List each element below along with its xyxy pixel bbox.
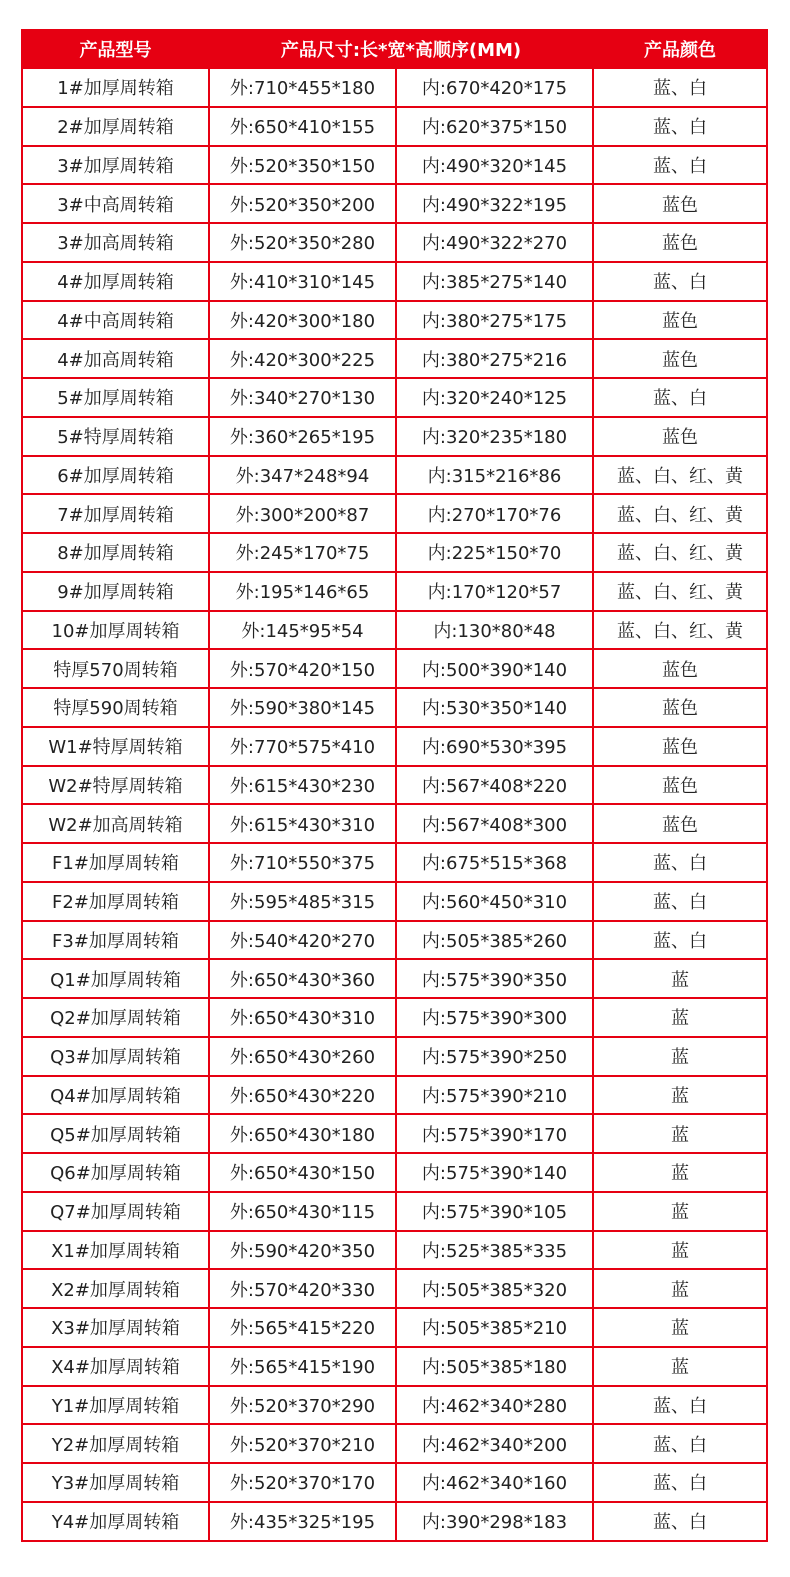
table-row xyxy=(22,688,767,727)
cell-color: 蓝 xyxy=(593,1153,767,1192)
table-row xyxy=(22,843,767,882)
cell-color: 蓝、白 xyxy=(593,1386,767,1425)
cell-outer-size: 外:710*550*375 xyxy=(209,843,396,882)
cell-model: Q4#加厚周转箱 xyxy=(22,1076,209,1115)
cell-model: 7#加厚周转箱 xyxy=(22,494,209,533)
cell-outer-size: 外:770*575*410 xyxy=(209,727,396,766)
cell-outer-size: 外:195*146*65 xyxy=(209,572,396,611)
cell-outer-size: 外:650*430*310 xyxy=(209,998,396,1037)
cell-model: Q5#加厚周转箱 xyxy=(22,1114,209,1153)
cell-inner-size: 内:560*450*310 xyxy=(396,882,593,921)
cell-model: 8#加厚周转箱 xyxy=(22,533,209,572)
cell-model: W1#特厚周转箱 xyxy=(22,727,209,766)
cell-color: 蓝色 xyxy=(593,766,767,805)
cell-color: 蓝、白 xyxy=(593,1424,767,1463)
cell-outer-size: 外:590*380*145 xyxy=(209,688,396,727)
cell-color: 蓝、白 xyxy=(593,882,767,921)
cell-color: 蓝 xyxy=(593,1076,767,1115)
cell-outer-size: 外:570*420*150 xyxy=(209,649,396,688)
cell-model: 9#加厚周转箱 xyxy=(22,572,209,611)
cell-inner-size: 内:462*340*200 xyxy=(396,1424,593,1463)
cell-color: 蓝 xyxy=(593,1192,767,1231)
table-row xyxy=(22,378,767,417)
cell-color: 蓝、白、红、黄 xyxy=(593,572,767,611)
cell-model: F1#加厚周转箱 xyxy=(22,843,209,882)
cell-outer-size: 外:590*420*350 xyxy=(209,1231,396,1270)
cell-inner-size: 内:315*216*86 xyxy=(396,456,593,495)
table-row xyxy=(22,107,767,146)
table-row xyxy=(22,1269,767,1308)
table-row xyxy=(22,184,767,223)
cell-outer-size: 外:435*325*195 xyxy=(209,1502,396,1541)
cell-inner-size: 内:675*515*368 xyxy=(396,843,593,882)
cell-model: Q1#加厚周转箱 xyxy=(22,959,209,998)
cell-inner-size: 内:320*235*180 xyxy=(396,417,593,456)
cell-outer-size: 外:347*248*94 xyxy=(209,456,396,495)
cell-inner-size: 内:130*80*48 xyxy=(396,611,593,650)
cell-model: 4#加厚周转箱 xyxy=(22,262,209,301)
cell-inner-size: 内:385*275*140 xyxy=(396,262,593,301)
cell-inner-size: 内:505*385*320 xyxy=(396,1269,593,1308)
cell-color: 蓝 xyxy=(593,1114,767,1153)
table-row xyxy=(22,223,767,262)
table-row xyxy=(22,959,767,998)
table-row xyxy=(22,456,767,495)
cell-color: 蓝、白 xyxy=(593,843,767,882)
cell-color: 蓝色 xyxy=(593,727,767,766)
cell-outer-size: 外:360*265*195 xyxy=(209,417,396,456)
cell-inner-size: 内:567*408*300 xyxy=(396,804,593,843)
table-row xyxy=(22,339,767,378)
table-row xyxy=(22,998,767,1037)
cell-color: 蓝 xyxy=(593,1308,767,1347)
cell-color: 蓝、白、红、黄 xyxy=(593,494,767,533)
cell-model: F2#加厚周转箱 xyxy=(22,882,209,921)
table-row xyxy=(22,262,767,301)
cell-model: 特厚590周转箱 xyxy=(22,688,209,727)
cell-outer-size: 外:650*430*220 xyxy=(209,1076,396,1115)
cell-color: 蓝、白 xyxy=(593,921,767,960)
cell-model: F3#加厚周转箱 xyxy=(22,921,209,960)
cell-outer-size: 外:245*170*75 xyxy=(209,533,396,572)
cell-outer-size: 外:565*415*220 xyxy=(209,1308,396,1347)
cell-model: X4#加厚周转箱 xyxy=(22,1347,209,1386)
cell-inner-size: 内:225*150*70 xyxy=(396,533,593,572)
cell-color: 蓝色 xyxy=(593,804,767,843)
table-row xyxy=(22,1502,767,1541)
cell-inner-size: 内:505*385*260 xyxy=(396,921,593,960)
table-row xyxy=(22,572,767,611)
cell-model: Q2#加厚周转箱 xyxy=(22,998,209,1037)
table-row xyxy=(22,68,767,107)
cell-color: 蓝色 xyxy=(593,184,767,223)
cell-inner-size: 内:670*420*175 xyxy=(396,68,593,107)
table-row xyxy=(22,1463,767,1502)
cell-color: 蓝 xyxy=(593,1347,767,1386)
cell-color: 蓝 xyxy=(593,1269,767,1308)
table-row xyxy=(22,1347,767,1386)
cell-outer-size: 外:420*300*225 xyxy=(209,339,396,378)
cell-inner-size: 内:462*340*160 xyxy=(396,1463,593,1502)
cell-inner-size: 内:575*390*170 xyxy=(396,1114,593,1153)
cell-inner-size: 内:170*120*57 xyxy=(396,572,593,611)
cell-color: 蓝 xyxy=(593,1037,767,1076)
cell-color: 蓝、白、红、黄 xyxy=(593,533,767,572)
cell-model: 3#加高周转箱 xyxy=(22,223,209,262)
table-header xyxy=(22,30,767,68)
header-color: 产品颜色 xyxy=(593,30,767,68)
table-body xyxy=(22,68,767,1541)
cell-outer-size: 外:615*430*310 xyxy=(209,804,396,843)
table-row xyxy=(22,1192,767,1231)
cell-model: 10#加厚周转箱 xyxy=(22,611,209,650)
header-model: 产品型号 xyxy=(22,30,209,68)
cell-inner-size: 内:500*390*140 xyxy=(396,649,593,688)
cell-outer-size: 外:420*300*180 xyxy=(209,301,396,340)
cell-inner-size: 内:490*322*270 xyxy=(396,223,593,262)
cell-color: 蓝色 xyxy=(593,223,767,262)
cell-outer-size: 外:650*430*360 xyxy=(209,959,396,998)
cell-color: 蓝、白 xyxy=(593,378,767,417)
cell-color: 蓝色 xyxy=(593,688,767,727)
table-row xyxy=(22,301,767,340)
cell-inner-size: 内:320*240*125 xyxy=(396,378,593,417)
table-row xyxy=(22,921,767,960)
cell-inner-size: 内:575*390*350 xyxy=(396,959,593,998)
cell-color: 蓝、白、红、黄 xyxy=(593,611,767,650)
cell-inner-size: 内:530*350*140 xyxy=(396,688,593,727)
cell-color: 蓝色 xyxy=(593,417,767,456)
table-row xyxy=(22,1308,767,1347)
cell-outer-size: 外:540*420*270 xyxy=(209,921,396,960)
table-row xyxy=(22,649,767,688)
cell-color: 蓝 xyxy=(593,998,767,1037)
table-row xyxy=(22,1153,767,1192)
cell-outer-size: 外:300*200*87 xyxy=(209,494,396,533)
table-row xyxy=(22,1076,767,1115)
cell-model: 6#加厚周转箱 xyxy=(22,456,209,495)
cell-inner-size: 内:575*390*250 xyxy=(396,1037,593,1076)
table-row xyxy=(22,417,767,456)
cell-outer-size: 外:565*415*190 xyxy=(209,1347,396,1386)
cell-model: X1#加厚周转箱 xyxy=(22,1231,209,1270)
cell-outer-size: 外:615*430*230 xyxy=(209,766,396,805)
cell-outer-size: 外:520*370*170 xyxy=(209,1463,396,1502)
cell-model: 5#特厚周转箱 xyxy=(22,417,209,456)
table-row xyxy=(22,1386,767,1425)
cell-outer-size: 外:520*370*210 xyxy=(209,1424,396,1463)
cell-outer-size: 外:520*370*290 xyxy=(209,1386,396,1425)
cell-model: W2#加高周转箱 xyxy=(22,804,209,843)
cell-color: 蓝色 xyxy=(593,301,767,340)
cell-model: 2#加厚周转箱 xyxy=(22,107,209,146)
cell-outer-size: 外:650*430*260 xyxy=(209,1037,396,1076)
cell-model: 特厚570周转箱 xyxy=(22,649,209,688)
cell-model: X2#加厚周转箱 xyxy=(22,1269,209,1308)
cell-outer-size: 外:340*270*130 xyxy=(209,378,396,417)
table-row xyxy=(22,1231,767,1270)
cell-model: W2#特厚周转箱 xyxy=(22,766,209,805)
header-row xyxy=(22,30,767,68)
table-row xyxy=(22,1424,767,1463)
cell-model: Q7#加厚周转箱 xyxy=(22,1192,209,1231)
cell-color: 蓝、白 xyxy=(593,262,767,301)
cell-color: 蓝、白 xyxy=(593,68,767,107)
cell-inner-size: 内:462*340*280 xyxy=(396,1386,593,1425)
cell-color: 蓝、白、红、黄 xyxy=(593,456,767,495)
product-spec-table xyxy=(21,29,768,1542)
cell-inner-size: 内:490*320*145 xyxy=(396,146,593,185)
cell-inner-size: 内:505*385*180 xyxy=(396,1347,593,1386)
cell-outer-size: 外:520*350*280 xyxy=(209,223,396,262)
cell-color: 蓝 xyxy=(593,959,767,998)
cell-inner-size: 内:270*170*76 xyxy=(396,494,593,533)
cell-model: X3#加厚周转箱 xyxy=(22,1308,209,1347)
table-row xyxy=(22,882,767,921)
cell-outer-size: 外:410*310*145 xyxy=(209,262,396,301)
cell-model: Q3#加厚周转箱 xyxy=(22,1037,209,1076)
cell-outer-size: 外:650*430*115 xyxy=(209,1192,396,1231)
cell-color: 蓝色 xyxy=(593,649,767,688)
cell-color: 蓝、白 xyxy=(593,107,767,146)
cell-model: Y1#加厚周转箱 xyxy=(22,1386,209,1425)
cell-inner-size: 内:390*298*183 xyxy=(396,1502,593,1541)
cell-model: 1#加厚周转箱 xyxy=(22,68,209,107)
table-row xyxy=(22,146,767,185)
table-row xyxy=(22,533,767,572)
cell-inner-size: 内:380*275*216 xyxy=(396,339,593,378)
cell-model: 5#加厚周转箱 xyxy=(22,378,209,417)
cell-inner-size: 内:525*385*335 xyxy=(396,1231,593,1270)
cell-model: 4#中高周转箱 xyxy=(22,301,209,340)
cell-color: 蓝、白 xyxy=(593,146,767,185)
cell-model: Y4#加厚周转箱 xyxy=(22,1502,209,1541)
table-row xyxy=(22,804,767,843)
cell-inner-size: 内:380*275*175 xyxy=(396,301,593,340)
cell-inner-size: 内:575*390*300 xyxy=(396,998,593,1037)
cell-inner-size: 内:505*385*210 xyxy=(396,1308,593,1347)
cell-outer-size: 外:650*410*155 xyxy=(209,107,396,146)
cell-model: Y2#加厚周转箱 xyxy=(22,1424,209,1463)
cell-outer-size: 外:595*485*315 xyxy=(209,882,396,921)
cell-color: 蓝、白 xyxy=(593,1463,767,1502)
table-row xyxy=(22,766,767,805)
table-row xyxy=(22,611,767,650)
cell-inner-size: 内:575*390*210 xyxy=(396,1076,593,1115)
table-row xyxy=(22,1037,767,1076)
cell-model: 3#加厚周转箱 xyxy=(22,146,209,185)
cell-model: Y3#加厚周转箱 xyxy=(22,1463,209,1502)
table-row xyxy=(22,1114,767,1153)
cell-outer-size: 外:650*430*180 xyxy=(209,1114,396,1153)
cell-model: Q6#加厚周转箱 xyxy=(22,1153,209,1192)
cell-color: 蓝 xyxy=(593,1231,767,1270)
header-size: 产品尺寸:长*宽*高顺序(MM) xyxy=(209,30,593,68)
table-row xyxy=(22,494,767,533)
table-row xyxy=(22,727,767,766)
cell-outer-size: 外:520*350*200 xyxy=(209,184,396,223)
cell-inner-size: 内:567*408*220 xyxy=(396,766,593,805)
cell-outer-size: 外:520*350*150 xyxy=(209,146,396,185)
cell-outer-size: 外:145*95*54 xyxy=(209,611,396,650)
cell-outer-size: 外:650*430*150 xyxy=(209,1153,396,1192)
cell-outer-size: 外:570*420*330 xyxy=(209,1269,396,1308)
cell-model: 3#中高周转箱 xyxy=(22,184,209,223)
cell-outer-size: 外:710*455*180 xyxy=(209,68,396,107)
cell-inner-size: 内:690*530*395 xyxy=(396,727,593,766)
cell-model: 4#加高周转箱 xyxy=(22,339,209,378)
cell-inner-size: 内:575*390*105 xyxy=(396,1192,593,1231)
cell-color: 蓝色 xyxy=(593,339,767,378)
cell-inner-size: 内:490*322*195 xyxy=(396,184,593,223)
cell-inner-size: 内:620*375*150 xyxy=(396,107,593,146)
cell-color: 蓝、白 xyxy=(593,1502,767,1541)
cell-inner-size: 内:575*390*140 xyxy=(396,1153,593,1192)
